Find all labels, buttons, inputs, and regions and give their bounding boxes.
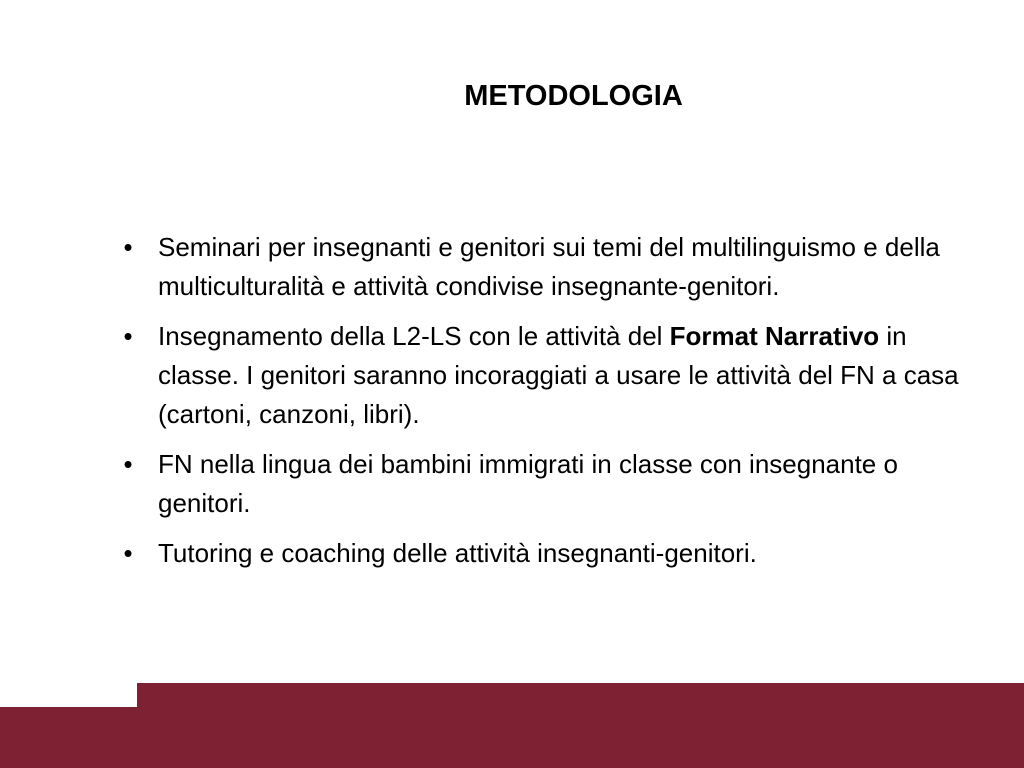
bullet-icon: • <box>123 321 133 351</box>
bullet-icon: • <box>123 538 133 568</box>
bullet-text: Tutoring e coaching delle attività insegnanti-genitori. <box>158 538 757 568</box>
bullet-list <box>118 228 968 584</box>
bullet-text: Seminari per insegnanti e genitori sui temi del multilinguismo e della multiculturalità e attività condivise insegnante-genitori. <box>158 232 940 301</box>
slide-title: METODOLOGIA <box>464 80 683 112</box>
bullet-text: Insegnamento della L2-LS con le attività del Format Narrativo in classe. I genitori saranno incoraggiati a usare le attività del FN a casa (cartoni, canzoni, libri). <box>158 321 959 429</box>
list-item <box>118 228 968 306</box>
list-item <box>118 534 968 573</box>
footer-notch <box>0 683 137 707</box>
footer-band <box>0 683 1024 768</box>
list-item <box>118 317 968 434</box>
bullet-icon: • <box>123 449 133 479</box>
bullet-icon: • <box>123 232 133 262</box>
bold-term: Format Narrativo <box>669 321 880 351</box>
list-item <box>118 445 968 523</box>
bullet-text: FN nella lingua dei bambini immigrati in classe con insegnante o genitori. <box>158 449 898 518</box>
